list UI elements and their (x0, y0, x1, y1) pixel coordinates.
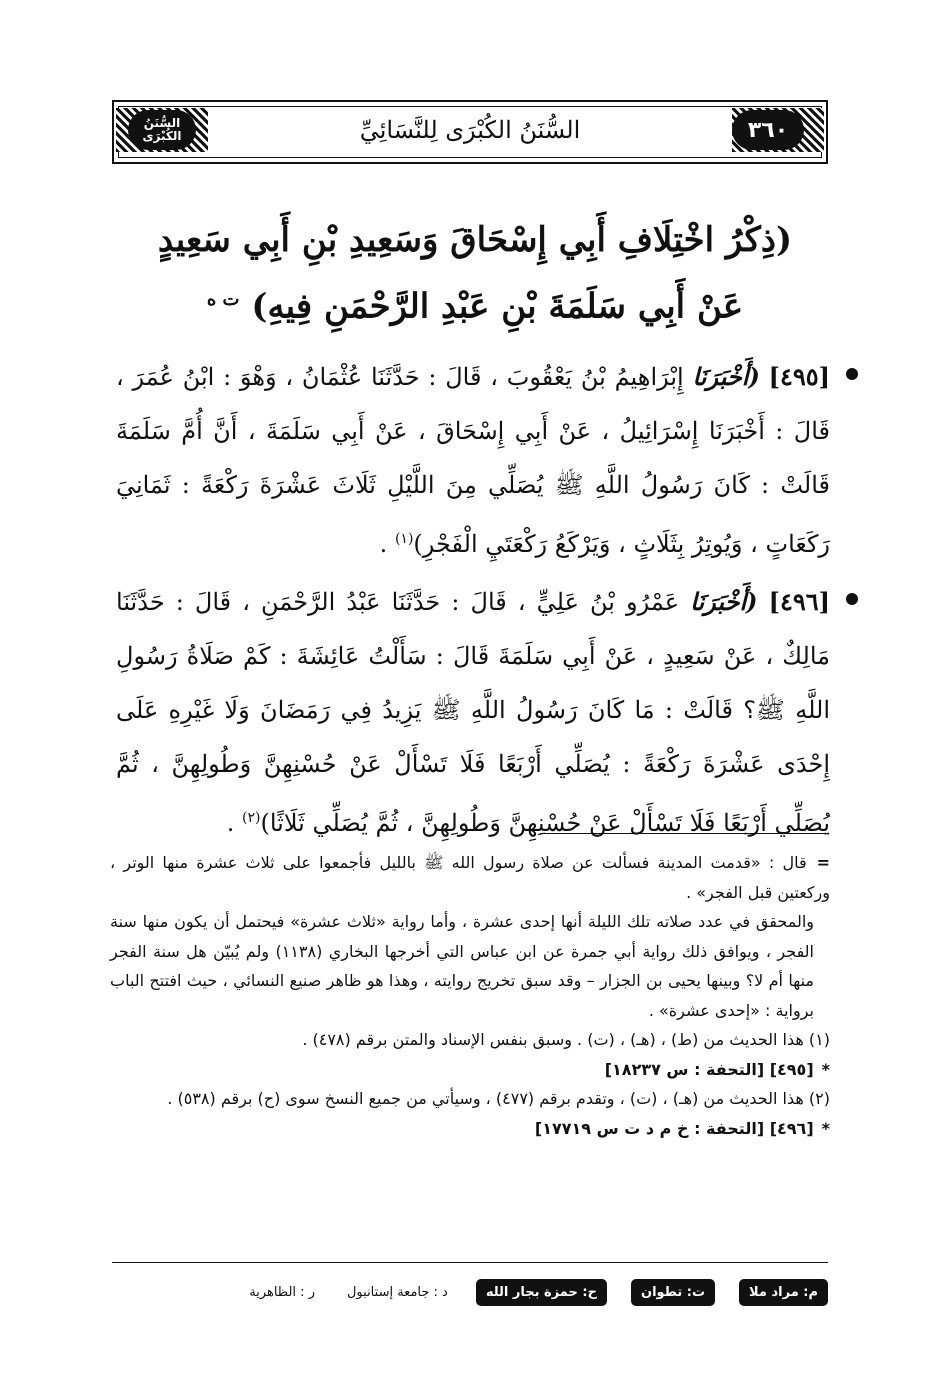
chain-start: (أَخْبَرَنَا (690, 587, 758, 616)
hadith-text: عَمْرُو بْنُ عَلِيٍّ ، قَالَ : حَدَّثَنَا عَبْدُ الرَّحْمَنِ ، قَالَ : حَدَّثَنَا مَالِكٌ ، عَنْ سَعِيدٍ ، عَنْ أَبِي سَلَمَةَ قَالَ : سَأَلْتُ عَائِشَةَ : كَمْ صَلَاةُ رَسُولِ اللَّهِ ﷺ؟ قَالَتْ : مَا كَانَ رَسُولُ اللَّهِ ﷺ يَزِيدُ فِي رَمَضَانَ وَلَا غَيْرِهِ عَلَى إِحْدَى عَشْرَةَ رَكْعَةً : يُصَلِّي أَرْبَعًا فَلَا تَسْأَلْ عَنْ حُسْنِهِنَّ وَطُولِهِنَّ ، ثُمَّ يُصَلِّي أَرْبَعًا فَلَا تَسْأَلْ عَنْ حُسْنِهِنَّ وَطُولِهِنَّ ، ثُمَّ يُصَلِّي ثَلَاثًا) (116, 588, 830, 837)
continuation-text: قال : «قدمت المدينة فسألت عن صلاة رسول الله ﷺ بالليل فأجمعوا على ثلاث عشرة منها الوتر ، وركعتين قبل الفجر» . (110, 853, 830, 902)
hadith-end: . (226, 809, 242, 837)
footnote-ref[interactable]: (٢) (242, 810, 261, 826)
footnote-1: (١) هذا الحديث من (ط) ، (هـ) ، (ت) . وسبق بنفس الإسناد والمتن برقم (٤٧٨) . (302, 1030, 830, 1049)
footnotes (110, 848, 830, 1143)
chain-start: (أَخْبَرَنَا (692, 362, 760, 391)
main-text (116, 350, 830, 854)
chapter-title-line-1: (ذِكْرُ اخْتِلَافِ أَبِي إِسْحَاقَ وَسَعِيدِ بْنِ أَبِي سَعِيدٍ (157, 220, 793, 260)
footnote-divider (540, 833, 828, 834)
tuhfa-495-text: [٤٩٥] [التحفة : س ١٨٢٣٧] (604, 1059, 814, 1079)
page-number: ٣٦٠ (732, 110, 804, 150)
hadith-495 (116, 350, 830, 571)
bullet-icon (846, 593, 858, 605)
chapter-title (140, 210, 810, 336)
bottom-divider (112, 1262, 828, 1263)
star-icon: * (821, 1059, 830, 1079)
book-logo: السُّنَنُ الكُبْرَى (128, 110, 196, 150)
source-h: ح: حمزة بجار الله (476, 1279, 607, 1306)
hadith-number: [٤٩٦] (768, 587, 830, 616)
honorific-mark: ت ه (206, 289, 240, 310)
source-d: د : جامعة إستانبول (346, 1284, 448, 1300)
footnote-analysis: والمحقق في عدد صلاته تلك الليلة أنها إحدى عشرة ، وأما رواية «ثلاث عشرة» فيحتمل أن يكون منها سنة الفجر ، ويوافق ذلك رواية أبي جمرة عن ابن عباس التي أخرجها البخاري (١١٣٨) ولم يُبيّن هل سنة الفجر منها أم لا؟ وبينها يحيى بن الجزار – وقد سبق تخريج روايته ، وهذا هو ظاهر صنيع النسائي ، حيث افتتح الباب برواية : «إحدى عشرة» . (110, 912, 814, 1020)
hadith-end: . (379, 530, 395, 558)
footnote-2: (٢) هذا الحديث من (هـ) ، (ت) ، وتقدم برقم (٤٧٧) ، وسيأتي من جميع النسخ سوى (ح) برقم (٥٣٨) . (167, 1089, 830, 1108)
page-header (112, 100, 828, 164)
source-m: م: مراد ملا (739, 1279, 828, 1306)
continuation-marker: = (816, 853, 830, 872)
hadith-number: [٤٩٥] (768, 362, 830, 391)
chapter-title-line-2-text: عَنْ أَبِي سَلَمَةَ بْنِ عَبْدِ الرَّحْمَنِ فِيهِ) (251, 286, 744, 327)
hadith-text: إِبْرَاهِيمُ بْنُ يَعْقُوبَ ، قَالَ : حَدَّثَنَا عُثْمَانُ ، وَهْوَ : ابْنُ عُمَرَ ، قَالَ : أَخْبَرَنَا إِسْرَائِيلُ ، عَنْ أَبِي إِسْحَاقَ ، عَنْ أَبِي سَلَمَةَ ، أَنَّ أُمَّ سَلَمَةَ قَالَتْ : كَانَ رَسُولُ اللَّهِ ﷺ يُصَلِّي مِنَ اللَّيْلِ ثَلَاثَ عَشْرَةَ رَكْعَةً : ثَمَانِيَ رَكَعَاتٍ ، وَيُوتِرُ بِثَلَاثٍ ، وَيَرْكَعُ رَكْعَتَيِ الْفَجْرِ) (116, 363, 830, 558)
source-r: ر : الظاهرية (249, 1284, 315, 1300)
book-title: السُّنَنُ الكُبْرَى لِلنَّسَائِيِّ (359, 116, 581, 144)
tuhfa-496 (110, 1114, 830, 1144)
source-t: ت: تطوان (631, 1279, 715, 1306)
hadith-496 (116, 575, 830, 850)
tuhfa-495 (110, 1055, 830, 1085)
chapter-title-line-2 (140, 270, 810, 336)
footnote-continuation (110, 848, 830, 907)
tuhfa-496-text: [٤٩٦] [التحفة : خ م د ت س ١٧٧١٩] (534, 1118, 814, 1138)
bullet-icon (846, 368, 858, 380)
footnote-ref[interactable]: (١) (394, 531, 414, 547)
manuscript-sources (112, 1272, 828, 1312)
star-icon: * (821, 1118, 830, 1138)
